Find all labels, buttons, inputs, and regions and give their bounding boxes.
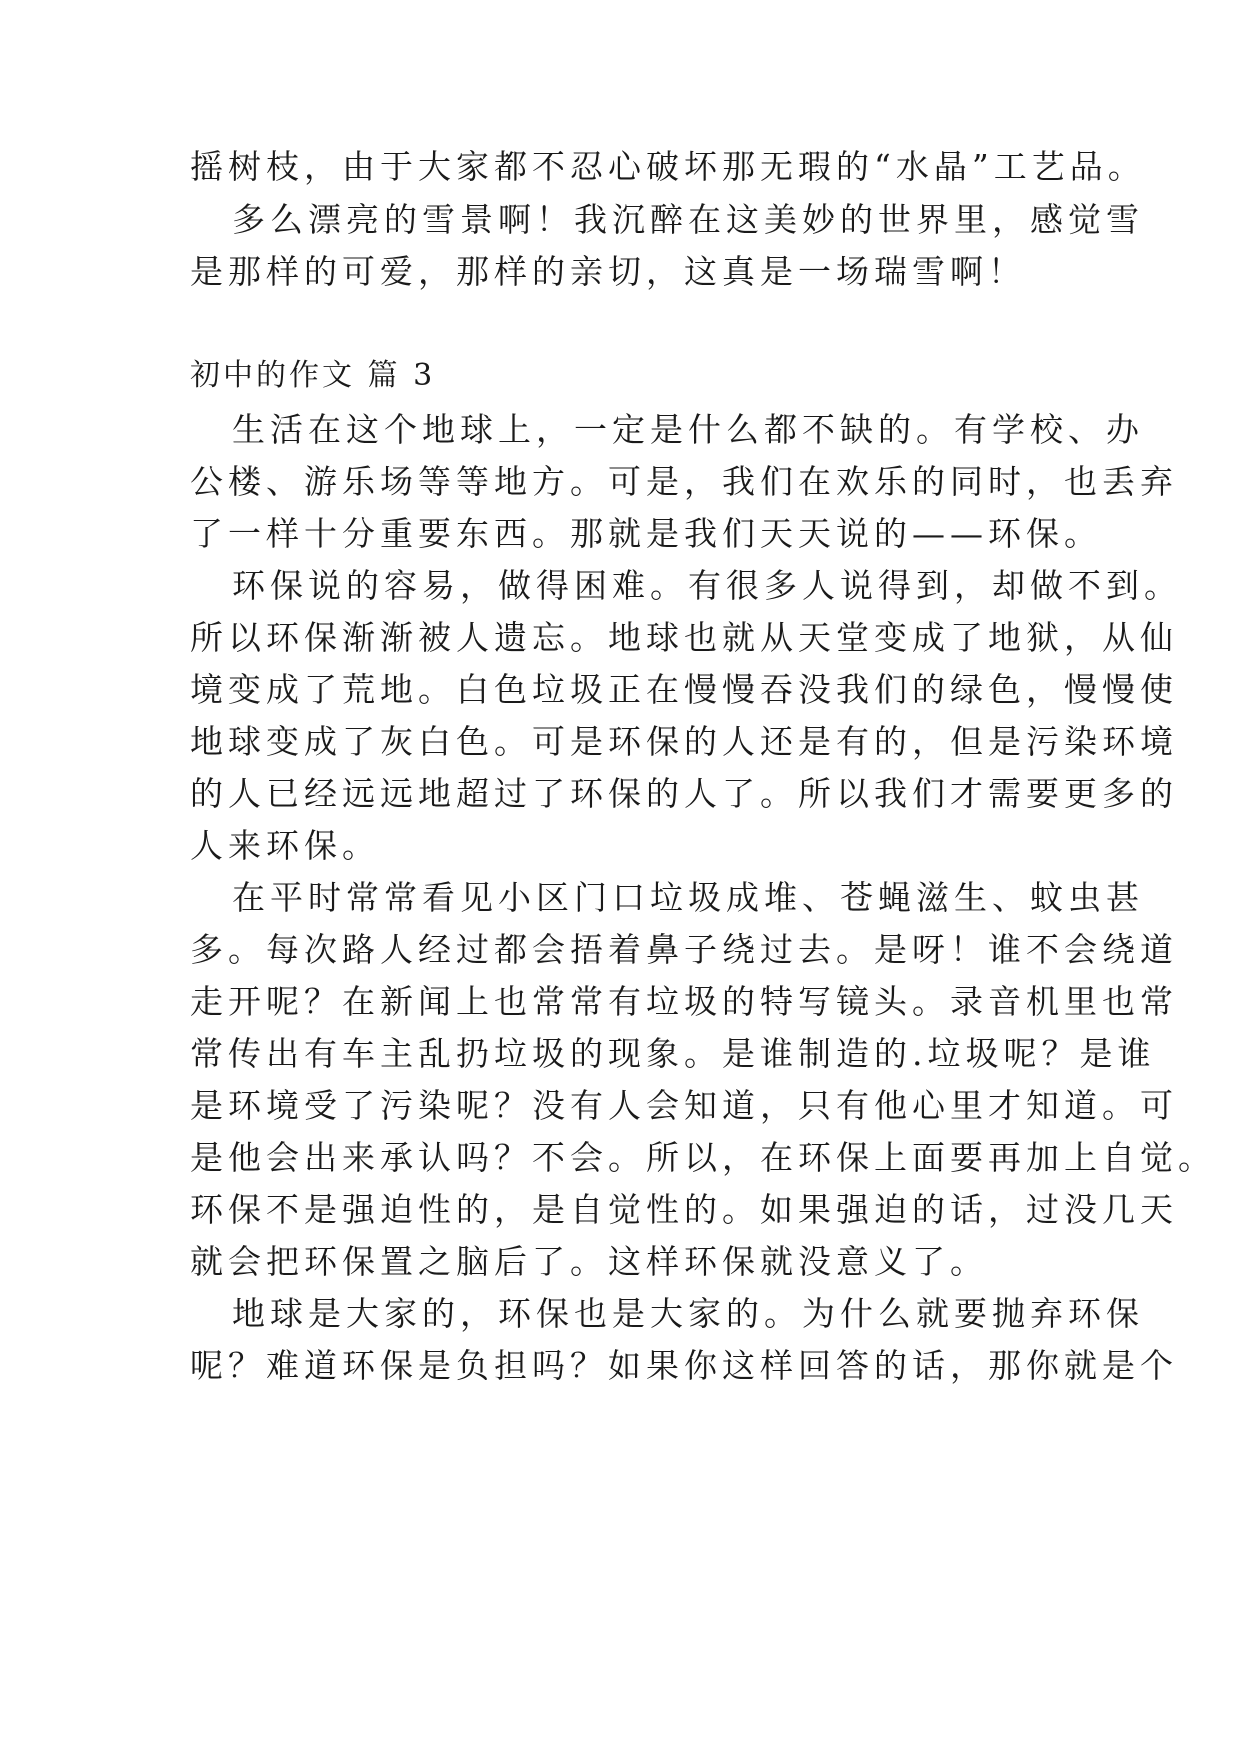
paragraph-line: 是他会出来承认吗？不会。所以，在环保上面要再加上自觉。: [190, 1138, 1216, 1177]
section-title: 初中的作文 篇 3: [190, 358, 436, 393]
paragraph-line: 呢？难道环保是负担吗？如果你这样回答的话，那你就是个: [190, 1346, 1178, 1385]
paragraph-line: 就会把环保置之脑后了。这样环保就没意义了。: [190, 1242, 988, 1281]
paragraph-line: 常传出有车主乱扔垃圾的现象。是谁制造的.垃圾呢？是谁: [190, 1034, 1156, 1073]
paragraph-line: 人来环保。: [190, 826, 380, 865]
paragraph-line: 是环境受了污染呢？没有人会知道，只有他心里才知道。可: [190, 1086, 1178, 1125]
paragraph-line: 了一样十分重要东西。那就是我们天天说的——环保。: [190, 514, 1102, 553]
paragraph-line: 生活在这个地球上，一定是什么都不缺的。有学校、办: [232, 410, 1144, 449]
paragraph-line: 所以环保渐渐被人遗忘。地球也就从天堂变成了地狱，从仙: [190, 618, 1178, 657]
paragraph-line: 公楼、游乐场等等地方。可是，我们在欢乐的同时，也丢弃: [190, 462, 1178, 501]
paragraph-line: 的人已经远远地超过了环保的人了。所以我们才需要更多的: [190, 774, 1178, 813]
paragraph-line: 在平时常常看见小区门口垃圾成堆、苍蝇滋生、蚊虫甚: [232, 878, 1144, 917]
paragraph-line: 走开呢？在新闻上也常常有垃圾的特写镜头。录音机里也常: [190, 982, 1178, 1021]
paragraph-line: 环保不是强迫性的，是自觉性的。如果强迫的话，过没几天: [190, 1190, 1178, 1229]
paragraph-line: 境变成了荒地。白色垃圾正在慢慢吞没我们的绿色，慢慢使: [190, 670, 1178, 709]
paragraph-line: 地球变成了灰白色。可是环保的人还是有的，但是污染环境: [190, 722, 1178, 761]
paragraph-line: 环保说的容易，做得困难。有很多人说得到，却做不到。: [232, 566, 1182, 605]
paragraph-line: 多么漂亮的雪景啊！我沉醉在这美妙的世界里，感觉雪: [232, 200, 1144, 239]
paragraph-line: 是那样的可爱，那样的亲切，这真是一场瑞雪啊！: [190, 252, 1026, 291]
paragraph-line: 摇树枝，由于大家都不忍心破坏那无瑕的“水晶”工艺品。: [190, 147, 1146, 186]
paragraph-line: 多。每次路人经过都会捂着鼻子绕过去。是呀！谁不会绕道: [190, 930, 1178, 969]
paragraph-line: 地球是大家的，环保也是大家的。为什么就要抛弃环保: [232, 1294, 1144, 1333]
